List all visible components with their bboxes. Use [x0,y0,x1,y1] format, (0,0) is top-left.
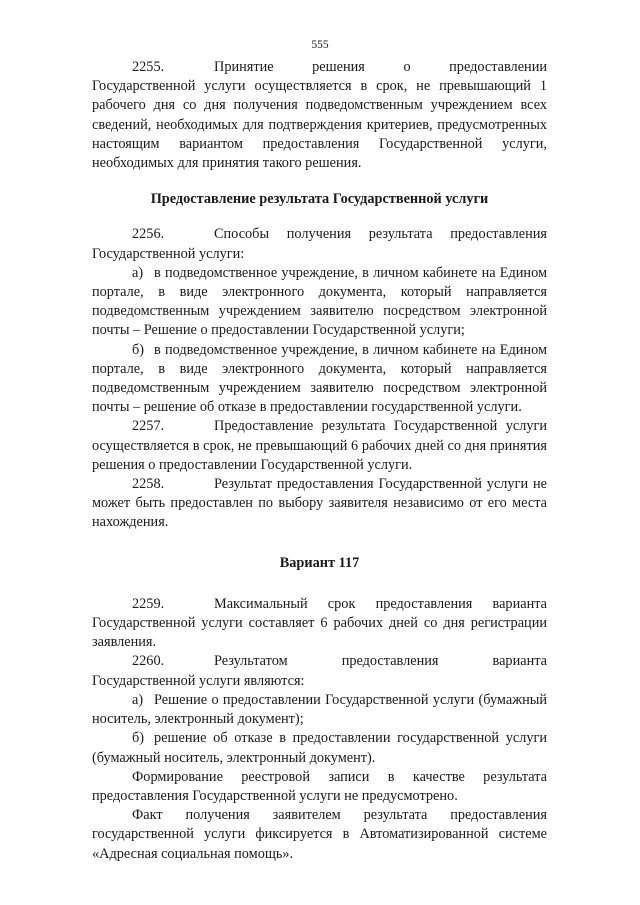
list-letter: а) [132,264,144,281]
list-item-2260-a [92,691,547,729]
paragraph-2259 [92,595,547,653]
list-text: Решение о предоставлении Государственной услуги (бумажный носитель, электронный документ); [92,691,547,728]
paragraph-text: Результат предоставления Государственной услуги не может быть предоставлен по выбору заявителя независимо от его места нахождения. [92,476,547,531]
paragraph-text: Результатом предоставления варианта Государственной услуги являются: [92,653,547,689]
document-body [92,58,547,864]
paragraph-number: 2255. [132,59,165,75]
section-heading-variant: Вариант 117 [279,554,360,571]
paragraph-text: Предоставление результата Государственной услуги осуществляется в срок, не превышающий 6 рабочих дней со дня принятия решения о предоставлении Государственной услуги. [92,418,547,473]
list-item-2256-b [92,341,547,418]
list-text: в подведомственное учреждение, в личном кабинете на Едином портале, в виде электронного документа, который направляется подведомственным учреждением заявителю посредством электронной почты – решение об отказе в предоставлении государственной услуги. [92,341,547,416]
list-letter: б) [132,730,145,747]
list-item-2256-a [92,264,547,341]
paragraph-2256 [92,225,547,263]
paragraph-2257 [92,417,547,475]
page-number: 555 [311,39,329,51]
list-letter: б) [132,341,145,358]
paragraph-text: Принятие решения о предоставлении Государственной услуги осуществляется в срок, не превышающий 1 рабочего дня со дня получения подведомственным учреждением всех сведений, необходимых для подтверждения критериев, предусмотренных настоящим вариантом предоставления Государственной услуги, необходимых для принятия такого решения. [92,59,547,172]
section-heading-result: Предоставление результата Государственной услуги [150,191,489,208]
paragraph-2258 [92,475,547,533]
paragraph-text: Максимальный срок предоставления варианта Государственной услуги составляет 6 рабочих дней со дня регистрации заявления. [92,595,547,651]
paragraph-fact: Факт получения заявителем результата предоставления государственной услуги фиксируется в Автоматизированной системе «Адресная социальная помощь». [92,807,547,862]
list-text: решение об отказе в предоставлении государственной услуги (бумажный носитель, электронный документ). [92,730,547,766]
list-item-2260-b [92,729,547,767]
paragraph-2260 [92,652,547,690]
paragraph-text: Способы получения результата предоставления Государственной услуги: [92,226,547,262]
paragraph-registry: Формирование реестровой записи в качестве результата предоставления Государственной услуги не предусмотрено. [92,768,547,804]
paragraph-number: 2258. [132,476,165,493]
paragraph-number: 2256. [132,226,165,243]
list-text: в подведомственное учреждение, в личном кабинете на Едином портале, в виде электронного документа, который направляется подведомственным учреждением заявителю посредством электронной почты – Решение о предоставлении Государственной услуги; [92,264,547,339]
paragraph-number: 2259. [132,595,165,612]
paragraph-number: 2260. [132,653,165,670]
list-letter: а) [132,691,144,708]
paragraph-2255 [92,58,547,173]
paragraph-number: 2257. [132,418,165,435]
